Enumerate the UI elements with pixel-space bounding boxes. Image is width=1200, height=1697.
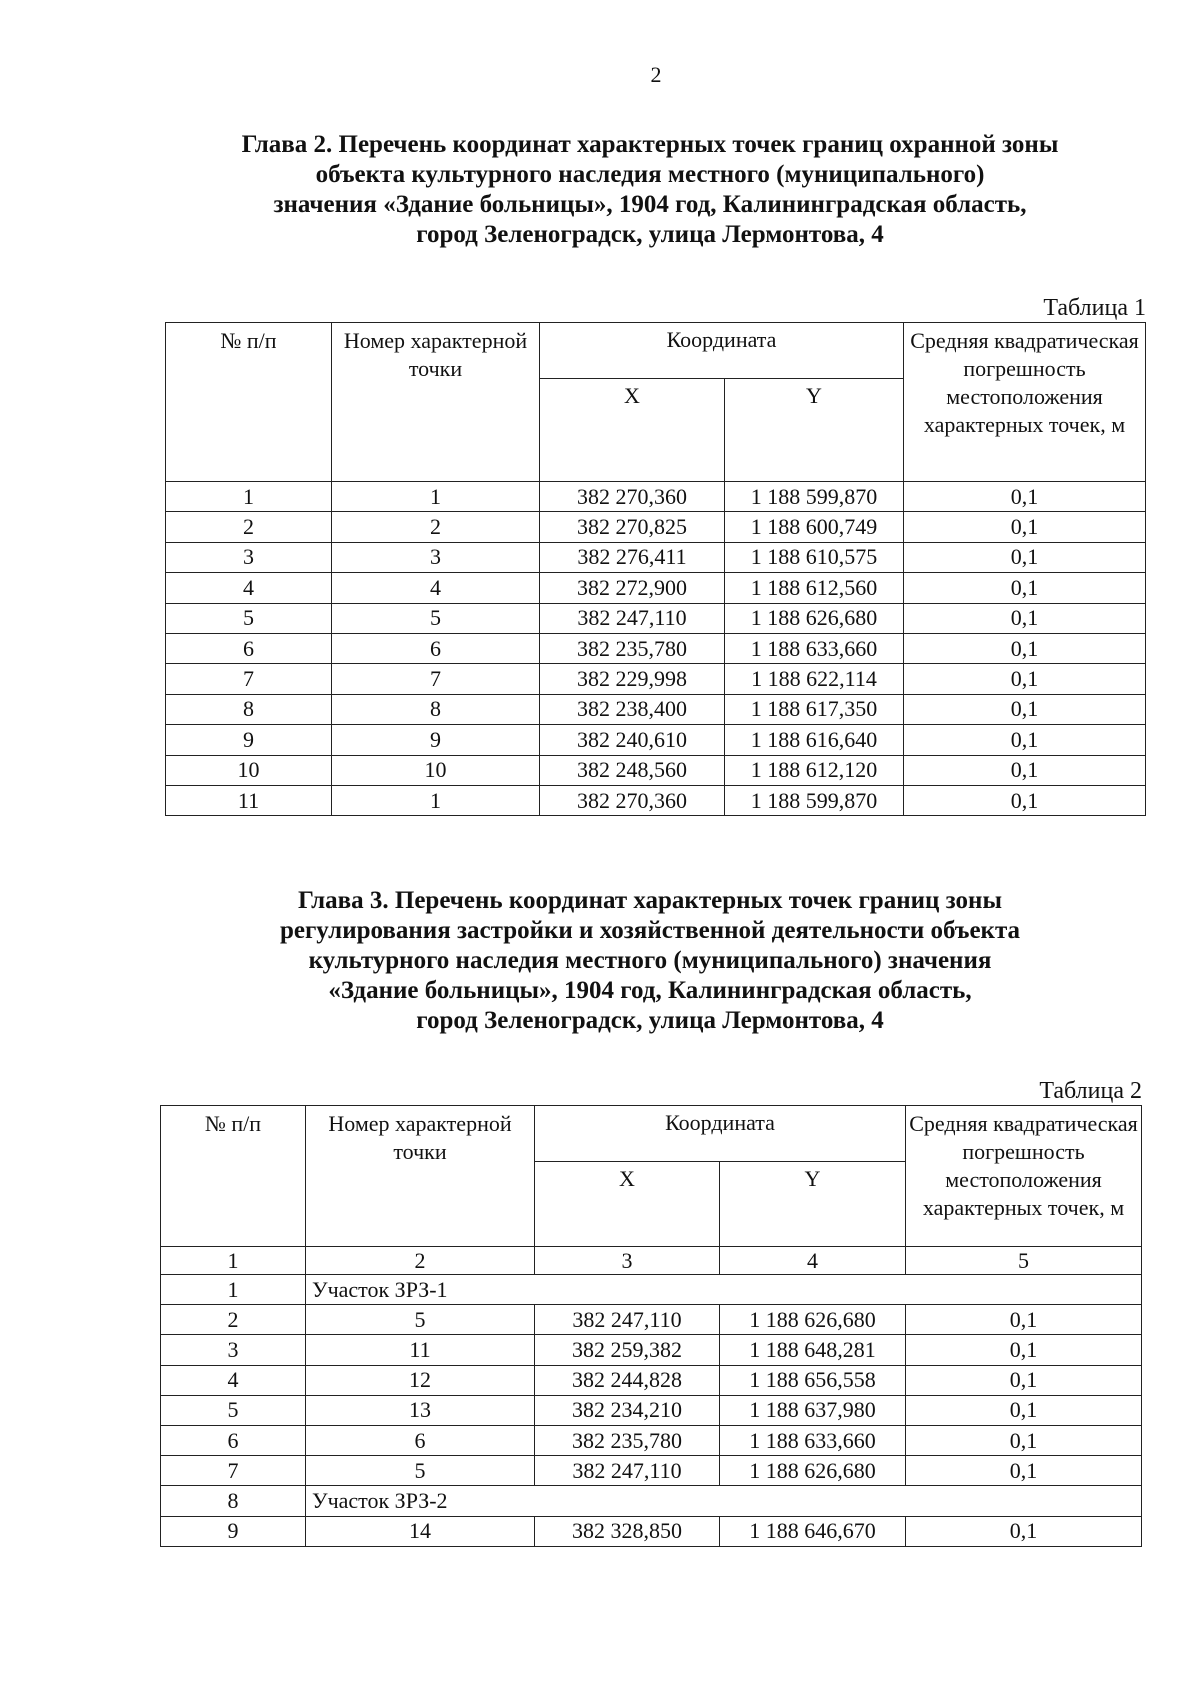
header-point: Номер характерной точки (332, 323, 540, 482)
x-coordinate-cell: 382 272,900 (540, 573, 725, 603)
row-number-cell: 4 (166, 573, 332, 603)
column-numbers-row (161, 1247, 1142, 1275)
x-coordinate-cell: 382 270,360 (540, 785, 725, 815)
y-coordinate-cell: 1 188 626,680 (720, 1305, 906, 1335)
x-coordinate-cell: 382 247,110 (540, 603, 725, 633)
error-cell: 0,1 (906, 1516, 1142, 1546)
error-cell: 0,1 (906, 1335, 1142, 1365)
y-coordinate-cell: 1 188 626,680 (720, 1456, 906, 1486)
row-number-cell: 2 (161, 1305, 306, 1335)
section-label-cell: Участок ЗРЗ-1 (306, 1275, 1142, 1305)
chapter-2-title (100, 130, 1200, 250)
header-error: Средняя квадратическая погрешность местоположения характерных точек, м (904, 323, 1146, 482)
column-number-cell: 1 (161, 1247, 306, 1275)
error-cell: 0,1 (904, 542, 1146, 572)
x-coordinate-cell: 382 259,382 (535, 1335, 720, 1365)
row-number-cell: 11 (166, 785, 332, 815)
point-number-cell: 10 (332, 755, 540, 785)
chapter-3-title (100, 886, 1200, 1036)
table-row (161, 1365, 1142, 1395)
table-1-caption: Таблица 1 (1043, 295, 1146, 321)
y-coordinate-cell: 1 188 599,870 (725, 785, 904, 815)
chapter-2-title-line: объекта культурного наследия местного (муниципального) (315, 161, 985, 188)
y-coordinate-cell: 1 188 600,749 (725, 512, 904, 542)
point-number-cell: 5 (332, 603, 540, 633)
header-point: Номер характерной точки (306, 1106, 535, 1247)
error-cell: 0,1 (906, 1305, 1142, 1335)
chapter-3-title-line: регулирования застройки и хозяйственной деятельности объекта (279, 917, 1021, 944)
x-coordinate-cell: 382 247,110 (535, 1456, 720, 1486)
header-y: Y (725, 379, 904, 482)
section-label-cell: Участок ЗРЗ-2 (306, 1486, 1142, 1516)
error-cell: 0,1 (906, 1395, 1142, 1425)
page-number: 2 (650, 62, 662, 87)
table-1-body (166, 482, 1146, 816)
error-cell: 0,1 (904, 755, 1146, 785)
y-coordinate-cell: 1 188 622,114 (725, 664, 904, 694)
table-row (166, 785, 1146, 815)
error-cell: 0,1 (904, 603, 1146, 633)
table-row (166, 755, 1146, 785)
row-number-cell: 5 (166, 603, 332, 633)
header-coord: Координата (535, 1106, 906, 1162)
row-number-cell: 6 (161, 1425, 306, 1455)
y-coordinate-cell: 1 188 616,640 (725, 725, 904, 755)
coordinates-table-1 (165, 322, 1146, 816)
point-number-cell: 12 (306, 1365, 535, 1395)
table-2-header (161, 1106, 1142, 1247)
error-cell: 0,1 (904, 573, 1146, 603)
point-number-cell: 1 (332, 785, 540, 815)
row-number-cell: 9 (166, 725, 332, 755)
point-number-cell: 9 (332, 725, 540, 755)
column-number-cell: 5 (906, 1247, 1142, 1275)
y-coordinate-cell: 1 188 612,120 (725, 755, 904, 785)
row-number-cell: 7 (166, 664, 332, 694)
table-row (161, 1425, 1142, 1455)
chapter-3-title-line: «Здание больницы», 1904 год, Калининградская область, (328, 977, 972, 1004)
row-number-cell: 1 (166, 482, 332, 512)
y-coordinate-cell: 1 188 633,660 (725, 633, 904, 663)
table-row (161, 1305, 1142, 1335)
row-number-cell: 1 (161, 1275, 306, 1305)
x-coordinate-cell: 382 235,780 (535, 1425, 720, 1455)
row-number-cell: 7 (161, 1456, 306, 1486)
header-x: X (535, 1162, 720, 1247)
coordinates-table-2 (160, 1105, 1142, 1547)
table-row (166, 664, 1146, 694)
row-number-cell: 8 (161, 1486, 306, 1516)
x-coordinate-cell: 382 276,411 (540, 542, 725, 572)
point-number-cell: 7 (332, 664, 540, 694)
header-num: № п/п (161, 1106, 306, 1247)
header-error: Средняя квадратическая погрешность местоположения характерных точек, м (906, 1106, 1142, 1247)
table-row (166, 694, 1146, 724)
point-number-cell: 5 (306, 1305, 535, 1335)
column-number-cell: 3 (535, 1247, 720, 1275)
table-row (166, 512, 1146, 542)
table-2-caption: Таблица 2 (1039, 1078, 1142, 1104)
table-row (166, 633, 1146, 663)
chapter-2-title-line: Глава 2. Перечень координат характерных точек границ охранной зоны (241, 131, 1059, 158)
y-coordinate-cell: 1 188 599,870 (725, 482, 904, 512)
y-coordinate-cell: 1 188 626,680 (725, 603, 904, 633)
error-cell: 0,1 (904, 512, 1146, 542)
error-cell: 0,1 (904, 664, 1146, 694)
column-number-cell: 4 (720, 1247, 906, 1275)
error-cell: 0,1 (906, 1365, 1142, 1395)
header-x: X (540, 379, 725, 482)
point-number-cell: 6 (332, 633, 540, 663)
y-coordinate-cell: 1 188 617,350 (725, 694, 904, 724)
row-number-cell: 10 (166, 755, 332, 785)
y-coordinate-cell: 1 188 610,575 (725, 542, 904, 572)
y-coordinate-cell: 1 188 612,560 (725, 573, 904, 603)
table-row (161, 1335, 1142, 1365)
error-cell: 0,1 (904, 785, 1146, 815)
row-number-cell: 2 (166, 512, 332, 542)
x-coordinate-cell: 382 229,998 (540, 664, 725, 694)
row-number-cell: 5 (161, 1395, 306, 1425)
section-row (161, 1275, 1142, 1305)
row-number-cell: 3 (166, 542, 332, 572)
header-coord: Координата (540, 323, 904, 379)
point-number-cell: 5 (306, 1456, 535, 1486)
x-coordinate-cell: 382 270,360 (540, 482, 725, 512)
point-number-cell: 13 (306, 1395, 535, 1425)
error-cell: 0,1 (904, 694, 1146, 724)
point-number-cell: 8 (332, 694, 540, 724)
table-row (166, 725, 1146, 755)
error-cell: 0,1 (904, 633, 1146, 663)
y-coordinate-cell: 1 188 637,980 (720, 1395, 906, 1425)
point-number-cell: 4 (332, 573, 540, 603)
y-coordinate-cell: 1 188 633,660 (720, 1425, 906, 1455)
column-number-cell: 2 (306, 1247, 535, 1275)
table-row (166, 603, 1146, 633)
point-number-cell: 14 (306, 1516, 535, 1546)
section-row (161, 1486, 1142, 1516)
chapter-3-title-line: город Зеленоградск, улица Лермонтова, 4 (416, 1007, 884, 1034)
row-number-cell: 8 (166, 694, 332, 724)
x-coordinate-cell: 382 328,850 (535, 1516, 720, 1546)
x-coordinate-cell: 382 238,400 (540, 694, 725, 724)
chapter-2-title-line: город Зеленоградск, улица Лермонтова, 4 (416, 221, 884, 248)
table-row (166, 542, 1146, 572)
row-number-cell: 4 (161, 1365, 306, 1395)
table-row (166, 573, 1146, 603)
header-y: Y (720, 1162, 906, 1247)
y-coordinate-cell: 1 188 656,558 (720, 1365, 906, 1395)
header-num: № п/п (166, 323, 332, 482)
x-coordinate-cell: 382 234,210 (535, 1395, 720, 1425)
table-row (161, 1516, 1142, 1546)
point-number-cell: 6 (306, 1425, 535, 1455)
x-coordinate-cell: 382 248,560 (540, 755, 725, 785)
row-number-cell: 3 (161, 1335, 306, 1365)
row-number-cell: 6 (166, 633, 332, 663)
x-coordinate-cell: 382 235,780 (540, 633, 725, 663)
x-coordinate-cell: 382 240,610 (540, 725, 725, 755)
x-coordinate-cell: 382 270,825 (540, 512, 725, 542)
error-cell: 0,1 (906, 1456, 1142, 1486)
table-1-header (166, 323, 1146, 482)
y-coordinate-cell: 1 188 648,281 (720, 1335, 906, 1365)
chapter-3-title-line: Глава 3. Перечень координат характерных точек границ зоны (298, 887, 1002, 914)
x-coordinate-cell: 382 247,110 (535, 1305, 720, 1335)
error-cell: 0,1 (904, 725, 1146, 755)
x-coordinate-cell: 382 244,828 (535, 1365, 720, 1395)
chapter-2-title-line: значения «Здание больницы», 1904 год, Калининградская область, (273, 191, 1027, 218)
table-row (161, 1395, 1142, 1425)
point-number-cell: 11 (306, 1335, 535, 1365)
table-row (166, 482, 1146, 512)
y-coordinate-cell: 1 188 646,670 (720, 1516, 906, 1546)
row-number-cell: 9 (161, 1516, 306, 1546)
error-cell: 0,1 (906, 1425, 1142, 1455)
table-2-body (161, 1247, 1142, 1547)
point-number-cell: 3 (332, 542, 540, 572)
error-cell: 0,1 (904, 482, 1146, 512)
chapter-3-title-line: культурного наследия местного (муниципального) значения (308, 947, 992, 974)
point-number-cell: 2 (332, 512, 540, 542)
table-row (161, 1456, 1142, 1486)
point-number-cell: 1 (332, 482, 540, 512)
